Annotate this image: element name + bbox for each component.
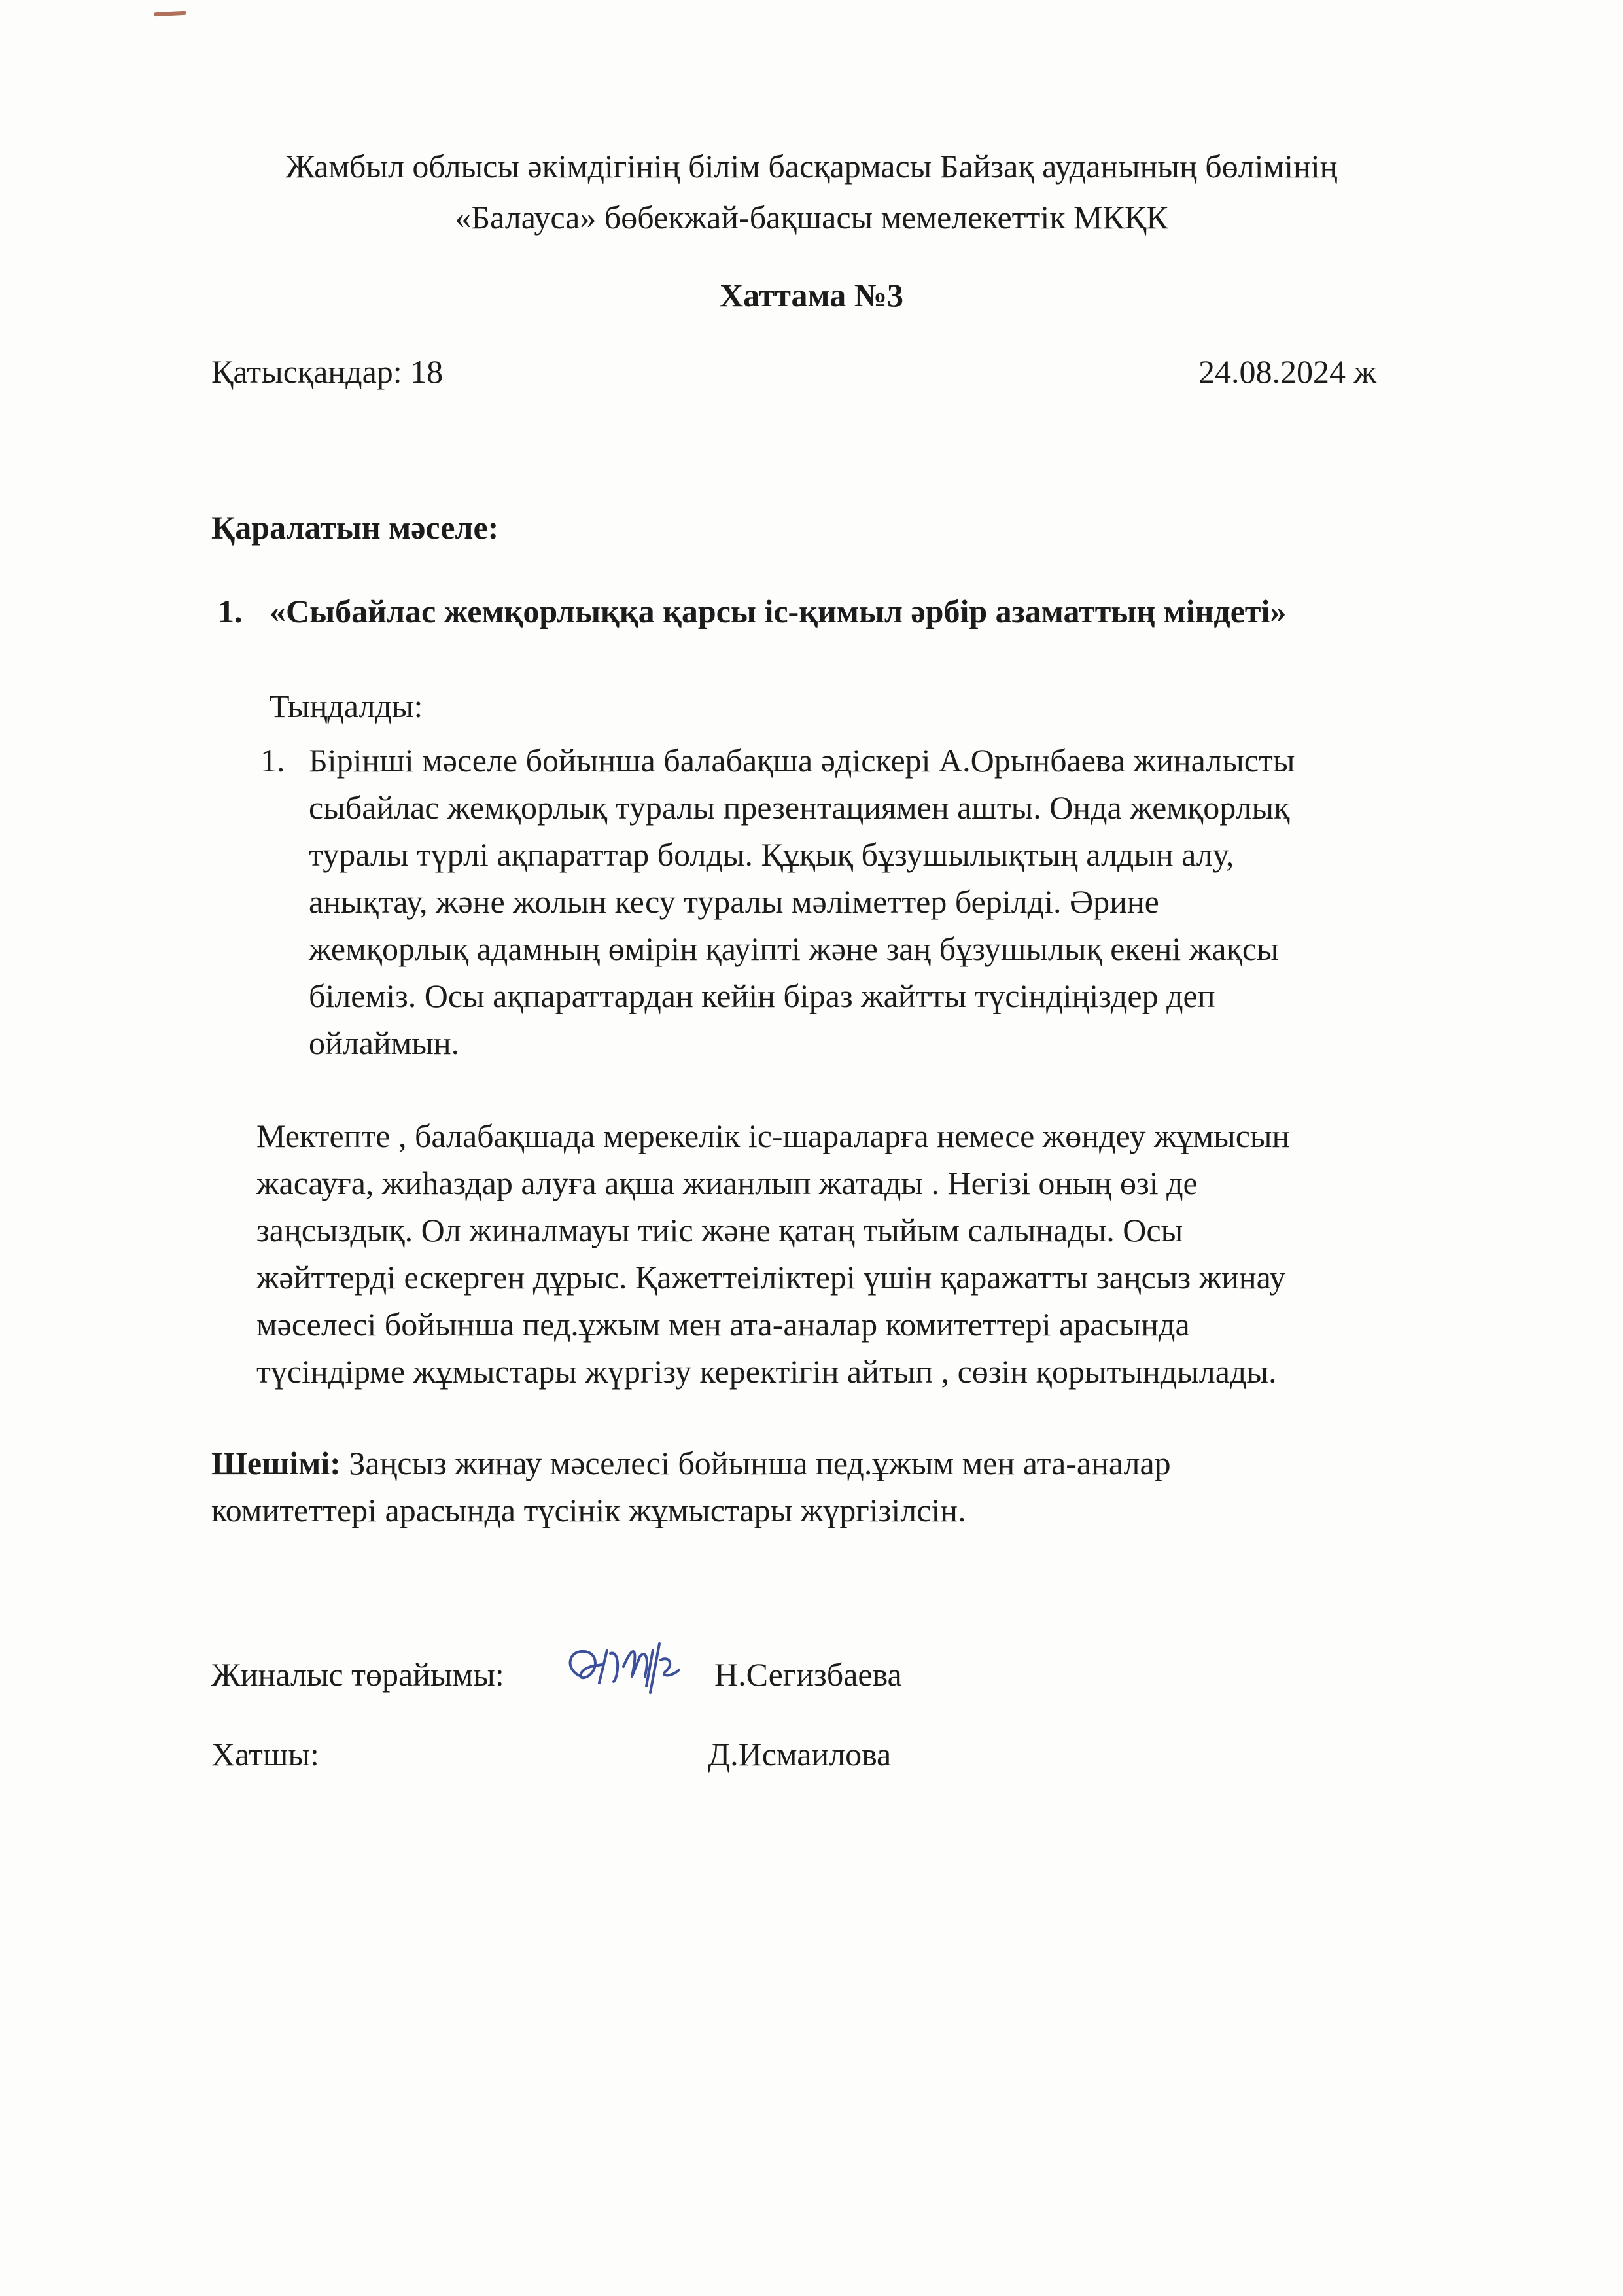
- heard-line: білеміз. Осы ақпараттардан кейін біраз жайтты түсіндіңіздер деп: [309, 978, 1215, 1014]
- heard-line: анықтау, және жолын кесу туралы мәліметтер берілді. Әрине: [309, 883, 1159, 920]
- decision-label: Шешімі:: [211, 1445, 341, 1481]
- body-line: жәйттерді ескерген дұрыс. Қажеттеіліктері үшін қаражатты заңсыз жинау: [256, 1259, 1286, 1296]
- heard-line: Бірінші мәселе бойынша балабақша әдіскері А.Орынбаева жиналысты: [309, 742, 1295, 779]
- heard-line: жемқорлық адамның өмірін қауіпті және заң бұзушылық екені жақсы: [309, 930, 1279, 967]
- decision-line-1: [211, 1439, 1171, 1487]
- participants: Қатысқандар: 18: [211, 353, 444, 390]
- heard-line: ойлаймын.: [309, 1025, 460, 1061]
- document-title: Хаттама №3: [719, 277, 903, 313]
- body-line: мәселесі бойынша пед.ұжым мен ата-аналар комитеттері арасында: [256, 1306, 1190, 1343]
- heard-line: сыбайлас жемқорлық туралы презентациямен ашты. Онда жемқорлық: [309, 789, 1290, 826]
- heard-label: Тыңдалды:: [270, 688, 423, 724]
- heard-line: туралы түрлі ақпараттар болды. Құқық бұзушылықтың алдын алу,: [309, 836, 1234, 873]
- agenda-item-text: «Сыбайлас жемқорлыққа қарсы іс-қимыл әрбір азаматтың міндеті»: [270, 593, 1287, 629]
- corner-mark: [154, 11, 186, 17]
- org-line-1: Жамбыл облысы әкімдігінің білім басқармасы Байзақ ауданының бөлімінің: [285, 148, 1338, 185]
- agenda-item-number: 1.: [218, 593, 243, 629]
- body-line: түсіндірме жұмыстары жүргізу керектігін айтып , сөзін қорытындылады.: [256, 1353, 1277, 1390]
- body-line: Мектепте , балабақшада мерекелік іс-шараларға немесе жөндеу жұмысын: [256, 1118, 1290, 1154]
- secretary-label: Хатшы:: [211, 1736, 319, 1773]
- decision-line-2: комитеттері арасында түсінік жұмыстары жүргізілсін.: [211, 1492, 966, 1528]
- signature-image: [561, 1631, 731, 1703]
- org-line-2: «Балауса» бөбекжай-бақшасы мемелекеттік МКҚК: [455, 199, 1168, 236]
- date: 24.08.2024 ж: [1198, 353, 1377, 390]
- chair-name: Н.Сегизбаева: [714, 1656, 902, 1693]
- body-line: жасауға, жиһаздар алуға ақша жианлып жатады . Негізі оның өзі де: [256, 1165, 1198, 1201]
- heard-item-number: 1.: [260, 742, 285, 779]
- agenda-heading: Қаралатын мәселе:: [211, 509, 499, 546]
- decision-text: Заңсыз жинау мәселесі бойынша пед.ұжым мен ата-аналар: [340, 1445, 1171, 1481]
- secretary-name: Д.Исмаилова: [708, 1736, 892, 1773]
- body-line: заңсыздық. Ол жиналмауы тиіс және қатаң тыйым салынады. Осы: [256, 1212, 1183, 1248]
- chair-label: Жиналыс төрайымы:: [211, 1656, 504, 1693]
